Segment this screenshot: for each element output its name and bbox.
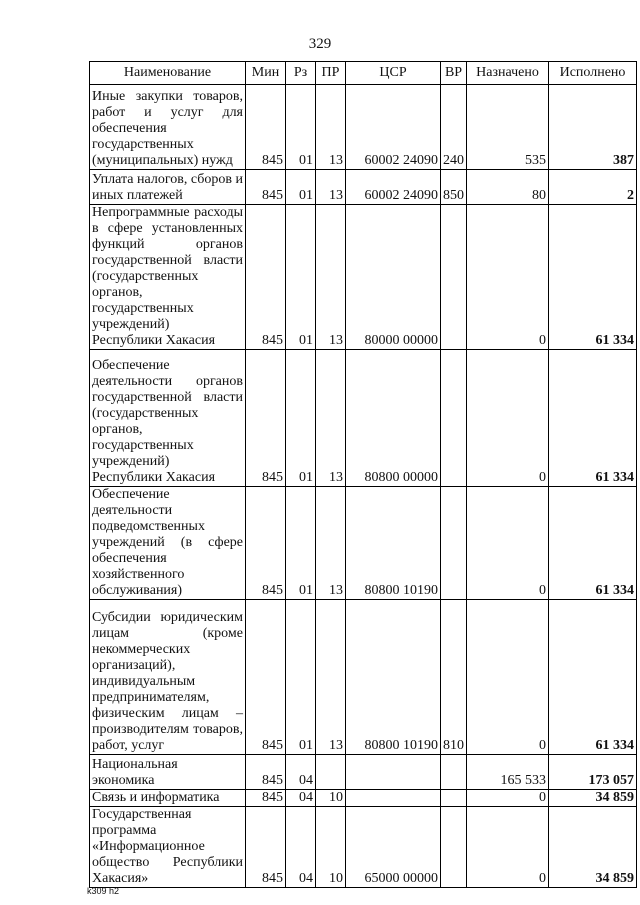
budget-table: [89, 61, 637, 888]
row-executed: 173 057: [549, 755, 637, 790]
row-rz: 01: [286, 600, 316, 755]
row-vr: 850: [441, 170, 467, 205]
row-name: Иные закупки товаров, работ и услуг для обеспечения государственных (муниципальных) нужд: [90, 85, 246, 170]
row-pr: [316, 755, 346, 790]
row-rz: 04: [286, 790, 316, 807]
table-header-row: [90, 62, 637, 85]
row-vr: [441, 755, 467, 790]
table-row: [90, 170, 637, 205]
column-header-name: Наименование: [90, 62, 246, 85]
row-csr: [346, 755, 441, 790]
row-executed: 61 334: [549, 205, 637, 350]
row-name: Обеспечение деятельности подведомственных учреждений (в сфере обеспечения хозяйственного обслуживания): [90, 487, 246, 600]
row-vr: [441, 807, 467, 888]
row-min: 845: [246, 205, 286, 350]
row-assigned: 0: [467, 350, 549, 487]
row-csr: 60002 24090: [346, 85, 441, 170]
row-assigned: 535: [467, 85, 549, 170]
row-rz: 01: [286, 350, 316, 487]
table-row: [90, 807, 637, 888]
table-row: [90, 205, 637, 350]
row-executed: 61 334: [549, 600, 637, 755]
row-assigned: 0: [467, 790, 549, 807]
row-assigned: 0: [467, 807, 549, 888]
row-min: 845: [246, 487, 286, 600]
row-executed: 61 334: [549, 487, 637, 600]
row-rz: 01: [286, 170, 316, 205]
row-csr: 65000 00000: [346, 807, 441, 888]
row-csr: 80800 10190: [346, 487, 441, 600]
row-rz: 04: [286, 755, 316, 790]
row-min: 845: [246, 170, 286, 205]
row-pr: 10: [316, 790, 346, 807]
row-name: Обеспечение деятельности органов государственной власти (государственных органов, государственных учреждений) Республики Хакасия: [90, 350, 246, 487]
table-row: [90, 85, 637, 170]
row-vr: [441, 205, 467, 350]
row-pr: 13: [316, 350, 346, 487]
footer-code: k309 h2: [87, 886, 120, 896]
row-pr: 13: [316, 600, 346, 755]
row-assigned: 0: [467, 487, 549, 600]
row-name: Национальная экономика: [90, 755, 246, 790]
row-assigned: 0: [467, 600, 549, 755]
column-header-assigned: Назначено: [467, 62, 549, 85]
row-vr: 810: [441, 600, 467, 755]
row-name: Государственная программа «Информационное общество Республики Хакасия»: [90, 807, 246, 888]
row-min: 845: [246, 807, 286, 888]
column-header-rz: Рз: [286, 62, 316, 85]
row-vr: 240: [441, 85, 467, 170]
row-csr: 80000 00000: [346, 205, 441, 350]
column-header-csr: ЦСР: [346, 62, 441, 85]
row-rz: 04: [286, 807, 316, 888]
row-name: Уплата налогов, сборов и иных платежей: [90, 170, 246, 205]
table-row: [90, 487, 637, 600]
row-vr: [441, 790, 467, 807]
row-pr: 13: [316, 170, 346, 205]
column-header-vr: ВР: [441, 62, 467, 85]
row-min: 845: [246, 350, 286, 487]
row-name: Связь и информатика: [90, 790, 246, 807]
row-vr: [441, 487, 467, 600]
row-pr: 13: [316, 205, 346, 350]
row-name: Субсидии юридическим лицам (кроме некоммерческих организаций), индивидуальным предпринимателям, физическим лицам – производителям товаров, работ, услуг: [90, 600, 246, 755]
row-csr: 80800 00000: [346, 350, 441, 487]
row-rz: 01: [286, 487, 316, 600]
table-row: [90, 790, 637, 807]
row-vr: [441, 350, 467, 487]
row-csr: [346, 790, 441, 807]
row-executed: 2: [549, 170, 637, 205]
row-rz: 01: [286, 205, 316, 350]
row-assigned: 0: [467, 205, 549, 350]
row-pr: 13: [316, 85, 346, 170]
row-executed: 34 859: [549, 807, 637, 888]
table-row: [90, 350, 637, 487]
table-row: [90, 755, 637, 790]
row-csr: 80800 10190: [346, 600, 441, 755]
table-row: [90, 600, 637, 755]
row-executed: 387: [549, 85, 637, 170]
row-pr: 13: [316, 487, 346, 600]
row-rz: 01: [286, 85, 316, 170]
row-executed: 34 859: [549, 790, 637, 807]
column-header-min: Мин: [246, 62, 286, 85]
row-executed: 61 334: [549, 350, 637, 487]
column-header-pr: ПР: [316, 62, 346, 85]
row-pr: 10: [316, 807, 346, 888]
row-assigned: 80: [467, 170, 549, 205]
column-header-executed: Исполнено: [549, 62, 637, 85]
row-min: 845: [246, 790, 286, 807]
row-csr: 60002 24090: [346, 170, 441, 205]
row-name: Непрограммные расходы в сфере установленных функций органов государственной власти (государственных органов, государственных учреждений) Республики Хакасия: [90, 205, 246, 350]
row-min: 845: [246, 600, 286, 755]
row-assigned: 165 533: [467, 755, 549, 790]
page-number: 329: [308, 36, 332, 52]
row-min: 845: [246, 755, 286, 790]
row-min: 845: [246, 85, 286, 170]
